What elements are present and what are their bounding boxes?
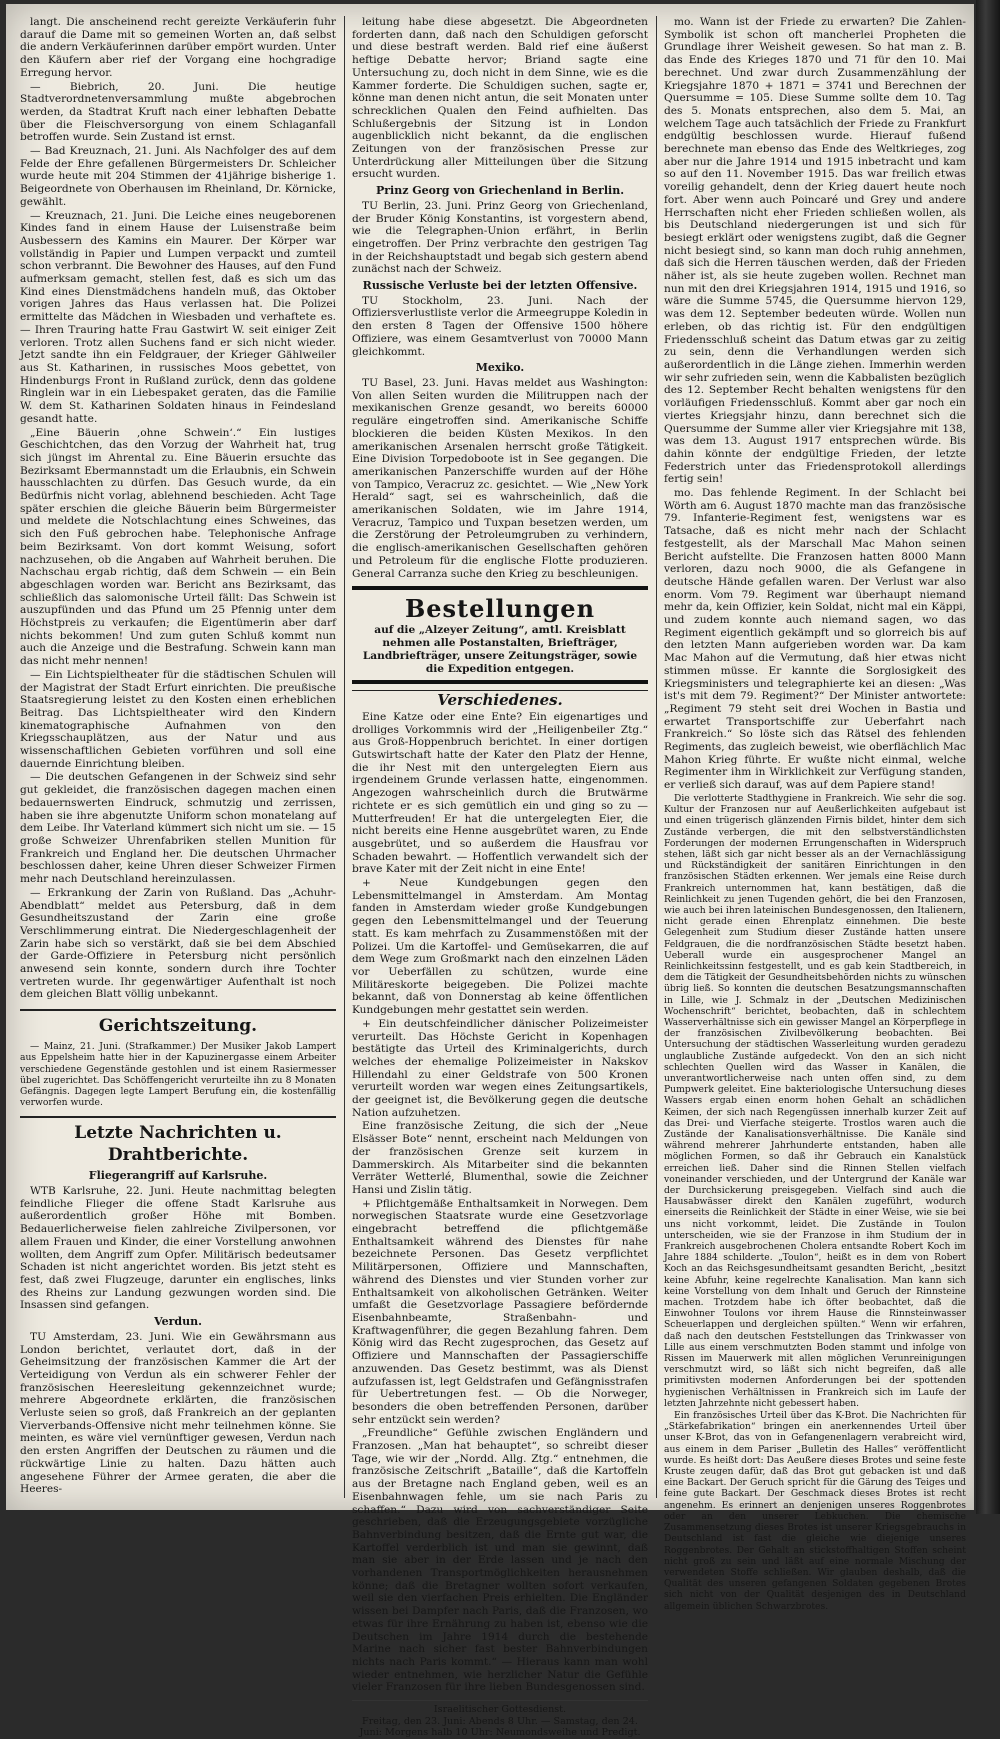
small-article: Die verlotterte Stadthygiene in Frankreich. Wie sehr die sog. Kultur der Franzosen nur auf Aeußerlichkeiten aufgebaut ist und einen trügerisch glänzenden Firnis bildet, hinter dem sich Zustände verbergen, die mit den selbstverständlichsten Forderungen der modernen Errungenschaften in Widerspruch stehen, läßt sich gar nicht besser als an der Vernachlässigung und Rückständigkeit der sanitären Einrichtungen in den französischen Städten erkennen. Wer jemals eine Reise durch Frankreich unternommen hat, kann bestätigen, daß die Reinlichkeit zu jenen Tugenden gehört, die bei den Franzosen, wie auch bei ihren lateinischen Bundesgenossen, den Italienern, nicht gerade einen Ehrenplatz einnehmen. Die beste Gelegenheit zum Studium dieser Zustände hatten unsere Feldgrauen, die die nordfranzösischen Städte besetzt haben. Ueberall wurde ein ausgesprochener Mangel an Reinlichkeitssinn festgestellt, und es gab kein Stadtbereich, in dem die Tätigkeit der Gesundheitsbehörden nichts zu wünschen übrig ließ. So konnten die deutschen Besatzungsmannschaften in Lille, wie J. Schmalz in der „Deutschen Medizinischen Wochenschrift“ berichtet, beobachten, daß in schlechtem Wasserverhältnisse sich ein gewisser Mangel an Körperpflege in der französischen Zivilbevölkerung beobachten. Bei Untersuchung der städtischen Wasserleitung wurden geradezu unglaubliche Zustände aufgedeckt. Von den an sich nicht schlechten Quellen wird das Wasser in Kanälen, die unverantwortlicherweise nach unten offen sind, zu dem Pumpwerk geleitet. Eine bakteriologische Untersuchung dieses Wassers ergab einen enorm hohen Gehalt an schädlichen Keimen, der sich nach Regengüssen innerhalb kurzer Zeit auf das Drei- und Vierfache steigerte. Trostlos waren auch die Zustände der Kanalisationsverhältnisse. Die Kanäle sind während mehrerer Jahrhunderte entstanden, haben alle möglichen Formen, so daß ihr Gebrauch ein Kanalstück erreichen ließ. Daher sind die Rinnen Stellen vielfach voneinander verschieden, und der Untergrund der Kanäle war der Durchsickerung preisgegeben. Vielfach sind auch die Hausabwässer direkt den Kanälen zugeführt, wodurch einerseits die Reinlichkeit der Städte in einer Weise, wie sie bei uns nicht vorkommt, leidet. Die Zustände in Toulon unterscheiden, wie sie der Franzose in ihm Studium der in Frankreich ausgebrochenen Cholera entsandte Robert Koch im Jahre 1884 schilderte. „Toulon“, heißt es in dem von Robert Koch an das Reichsgesundheitsamt gesandten Bericht, „besitzt keine Abfuhr, keine regelrechte Kanalisation. Man kann sich keine Vorstellung von dem Inhalt und Geruch der Rinnsteine machen. Trotzdem habe ich öfter beobachtet, daß die Einwohner Toulons vor ihrem Hause die Rinnsteinwasser Scheuerlappen und dergleichen spülten.“ Wenn wir erfahren, daß nach den deutschen Feststellungen das Trinkwasser von Lille aus einem verschmutzten Boden stammt und infolge von Rissen im Mauerwerk mit allen möglichen Verunreinigungen verschmutzt wird, so läßt sich nicht begreifen, daß alle primitivsten modernen Anforderungen bei der spottenden hygienischen Verhältnissen in Frankreich sich im Laufe der letzten Jahrzehnte nicht gebessert haben. bbox=[664, 792, 966, 1409]
newspaper-page bbox=[6, 4, 974, 1739]
article-paragraph: — Kreuznach, 21. Juni. Die Leiche eines neugeborenen Kindes fand in einem Hause der Luisenstraße beim Ausbessern des Kamins ein Maurer. Der Körper war vollständig in Papier und Lumpen verpackt und zumteil schon verbrannt. Die Bewohner des Hauses, auf den Fund aufmerksam gemacht, stellen fest, daß es sich um das Kind eines Dienstmädchens handeln muß, das Oktober vorigen Jahres das Haus verlassen hat. Die Polizei ermittelte das Mädchen in Wiesbaden und verhaftete es. — Ihren Trauring hatte Frau Gastwirt W. seit einiger Zeit verloren. Trotz allen Suchens fand er sich nicht wieder. Jetzt sandte ihn ein Feldgrauer, der Krieger Gählweiler aus St. Katharinen, in russisches Moos gebettet, von Hindenburgs Front in Rußland zurück, denn das goldene Ringlein war in ein Liebespaket geraten, das die Familie W. dem St. Katharinen Soldaten hinaus in Feindesland gesandt hatte. bbox=[20, 209, 336, 425]
article-paragraph: — Biebrich, 20. Juni. Die heutige Stadtverordnetenversammlung mußte abgebrochen werden, da Stadtrat Kruft nach einer lebhaften Debatte über die Fleischversorgung von einem Schlaganfall betroffen wurde. Sein Zustand ist ernst. bbox=[20, 80, 336, 144]
article-paragraph: TU Berlin, 23. Juni. Prinz Georg von Griechenland, der Bruder König Konstantins, ist vorgestern abend, wie die Telegraphen-Union erfährt, in Berlin eingetroffen. Der Prinz verbrachte den gestrigen Tag in der Reichshauptstadt und begab sich gestern abend zunächst nach der Schweiz. bbox=[352, 199, 648, 276]
ad-title: Bestellungen bbox=[404, 594, 596, 624]
service-notice bbox=[352, 1700, 648, 1739]
varia-item: Eine französische Zeitung, die sich der „Neue Elsässer Bote“ nennt, erscheint nach Meldungen von der französischen Grenze seit kurzem in Dammerskirch. Als Mitarbeiter sind die bekannten Verräter Wetterlé, Blumenthal, sowie die Zeichner Hansi und Zislin tätig. bbox=[352, 1120, 648, 1196]
binding-edge bbox=[976, 0, 1000, 1514]
column-right bbox=[664, 16, 966, 1612]
greece-headline: Prinz Georg von Griechenland in Berlin. bbox=[375, 184, 625, 198]
article-paragraph: TU Amsterdam, 23. Juni. Wie ein Gewährsmann aus London berichtet, verlautet dort, daß in der Geheimsitzung der französischen Kammer die Art der Verteidigung von Verdun als ein schwerer Fehler der französischen Heeresleitung gekennzeichnet wurde; mehrere Abgeordnete erklärten, die französischen Verluste seien so groß, daß Frankreich an der geplanten Vierverbands-Offensive nicht mehr teilnehmen könne. Sie meinten, es wäre viel vernünftiger gewesen, Verdun nach den ersten Angriffen der Deutschen zu räumen und die rückwärtige Linie zu halten. Dazu hätten auch angesehene Führer der Armee geraten, die aber die Heeres- bbox=[20, 1330, 336, 1496]
article-paragraph: langt. Die anscheinend recht gereizte Verkäuferin fuhr darauf die Dame mit so gemeinen Worten an, daß selbst die andern Verkäuferinnen darüber empört wurden. Unter den Käufern aber rief der Vorgang eine hochgradige Erregung hervor. bbox=[20, 16, 336, 79]
article-paragraph: TU Basel, 23. Juni. Havas meldet aus Washington: Von allen Seiten wurden die Militruppen nach der mexikanischen Grenze gesandt, wo bereits 60000 reguläre eingetroffen sind. Amerikanische Schiffe blockieren die beiden Küsten Mexikos. In den amerikanischen Arsenalen herrscht große Tätigkeit. Eine Division Torpedoboote ist in See gegangen. Die amerikanischen Panzerschiffe wurden auf der Höhe von Tampico, Veracruz zc. gesichtet. — Wie „New York Herald“ sagt, sei es wahrscheinlich, daß die amerikanischen Soldaten, wie im Jahre 1914, Veracruz, Tampico und Tuxpan besetzen werden, um die Zerstörung der Petroleumgruben zu verhindern, die englisch-amerikanischen Gesellschaften gehören und Petroleum für die englische Flotte produzieren. General Carranza suche den Krieg zu beschleunigen. bbox=[352, 376, 648, 580]
article-paragraph: TU Stockholm, 23. Juni. Nach der Offiziersverlustliste verlor die Armeegruppe Koledin in den ersten 8 Tagen der Offensive 1500 höhere Offiziere, was einem Gesamtverlust von 70000 Mann gleichkommt. bbox=[352, 294, 648, 358]
article-paragraph: „Eine Bäuerin ‚ohne Schwein‘.“ Ein lustiges Geschichtchen, das den Vorzug der Wahrheit hat, trug sich jüngst im Ahrental zu. Eine Bäuerin ersuchte das Bezirksamt Ebermannstadt um die Erlaubnis, ein Schwein hausschlachten zu dürfen. Das Gesuch wurde, da ein Bedürfnis nicht vorlag, ablehnend beschieden. Acht Tage später erschien die gleiche Bäuerin beim Bürgermeister und meldete die Notschlachtung eines Schweines, das sich den Fuß gebrochen habe. Telephonische Anfrage beim Bezirksamt. Von dort kommt Weisung, sofort nachzusehen, ob die Angaben auf Wahrheit beruhen. Die Nachschau ergab richtig, daß dem Schwein — ein Bein abgeschlagen worden war. Bericht ans Bezirksamt, das schließlich das salomonische Urteil fällt: Das Schwein ist auszupfünden und das Pfund um 25 Pfennig unter dem Höchstpreis zu verkaufen; die Eigentümerin aber darf nichts bekommen! Und zum guten Schluß kommt nun auch die Anzeige und die Bestrafung. Schwein kann man das nicht mehr nennen! bbox=[20, 426, 336, 668]
raid-headline: Fliegerangriff auf Karlsruhe. bbox=[88, 1169, 268, 1183]
article-paragraph: — Bad Kreuznach, 21. Juni. Als Nachfolger des auf dem Felde der Ehre gefallenen Bürgermeisters Dr. Schleicher wurde heute mit 204 Stimmen der 41jährige bisherige 1. Beigeordnete von Oberhausen im Rheinland, Dr. Körnicke, gewählt. bbox=[20, 145, 336, 208]
column-rule bbox=[656, 16, 657, 1498]
varia-item: + Pflichtgemäße Enthaltsamkeit in Norwegen. Dem norwegischen Staatsrate wurde eine Gesetzvorlage eingebracht betreffend die pflichtgemäße Enthaltsamkeit während des Dienstes für nahe bezeichnete Personen. Das Gesetz verpflichtet Militärpersonen, Offiziere und Mannschaften, während des Dienstes und vier Stunden vorher zur Enthaltsamkeit von alkoholischen Getränken. Weiter umfaßt die Gesetzvorlage Passagiere befördernde Eisenbahnbeamte, Straßenbahn- und Kraftwagenführer, die gegen Bezahlung fahren. Dem König wird das Recht zugesprochen, das Gesetz auf Offiziere und Mannschaften der Passagierschiffe anzuwenden. Das Gesetz bestimmt, was als Dienst aufzufassen ist, legt Geldstrafen und Gefängnisstrafen für Uebertretungen fest. — Ob die Norweger, besonders die oben betreffenden Personen, darüber sehr entzückt sein werden? bbox=[352, 1197, 648, 1426]
article-paragraph: — Ein Lichtspieltheater für die städtischen Schulen will der Magistrat der Stadt Erfurt einrichten. Die preußische Staatsregierung leistet zu den Kosten einen erheblichen Beitrag. Das Lichtspieltheater wird den Kindern kinematographische Aufnahmen von den Kriegsschauplätzen, aus der Natur und aus wissenschaftlichen Gebieten vorführen und soll eine dauernde Einrichtung bleiben. bbox=[20, 668, 336, 770]
varia-section-title: Verschiedenes. bbox=[352, 690, 648, 707]
varia-item: „Freundliche“ Gefühle zwischen Engländern und Franzosen. „Man hat behauptet“, so schreibt dieser Tage, wie wir der „Nordd. Allg. Ztg.“ entnehmen, die französische Zeitschrift „Bataille“, daß die Kartoffeln aus der Bretagne nach England geben, weil es an Eisenbahnwagen fehle, um sie nach Paris zu schaffen.“ Dazu wird von sachverständiger Seite geschrieben, daß die Erzeugungsgebiete vorzügliche Bahnverbindung besitzen, daß die Ernte gut war, die Kartoffel verderblich ist und man sie gewinnt, daß man sie aber in der Erde lassen und je nach den vorhandenen Transportmöglichkeiten herausnehmen könne; daß die Bretagner wollten sofort verkaufen, weil sie den vierfachen Preis erhielten. Die Engländer wissen bei Dampfer nach Paris, daß die Franzosen, wo etwas für ihre Ernährung zu haben ist, ebenso wie die Deutschen im Jahre 1914 durch die bestehende Marine nach sicher fast bester Bahnverbindungen nichts nach Paris kommt.“ — Hieraus kann man wohl wieder entnehmen, wie herzlicher Natur die Gefühle vieler Franzosen für ihre lieben Bundesgenossen sind. bbox=[352, 1427, 648, 1694]
article-paragraph: mo. Das fehlende Regiment. In der Schlacht bei Wörth am 6. August 1870 machte man das französische 79. Infanterie-Regiment fest, wenigstens war es Tatsache, daß es nicht mehr nach der Schlacht festgestellt, als der Marschall Mac Mahon seinen Bericht aufstellte. Die Franzosen hatten 8000 Mann verloren, dazu noch 9000, die als Gefangene in deutsche Hände gefallen waren. Der Verlust war also enorm. Vom 79. Regiment war überhaupt niemand mehr da, kein Offizier, kein Soldat, nicht mal ein Käppi, und zudem konnte auch niemand sagen, wo das Regiment eigentlich gekämpft und so glorreich bis auf den letzten Mann aufgerieben worden war. Da kam Mac Mahon auf die Vermutung, daß hier etwas nicht stimmen müsse. Er kannte die Sorglosigkeit des Kriegsministers und telegraphierte kei an diesen: „Was ist's mit dem 79. Regiment?“ Der Minister antwortete: „Regiment 79 steht seit drei Wochen in Bastia und erwartet Transportschiffe zur Ueberfahrt nach Frankreich.“ So löste sich das Rätsel des fehlenden Regiments, das zugleich beweist, wie oberflächlich Mac Mahon Krieg führte. Er wußte nicht einmal, welche Regimenter ihm in Wirklichkeit zur Verfügung standen, er verließ sich darauf, was auf dem Papiere stand! bbox=[664, 487, 966, 792]
service-title: Israelitischer Gottesdienst. bbox=[433, 1704, 567, 1716]
ad-text: auf die „Alzeyer Zeitung“, amtl. Kreisblatt nehmen alle Postanstalten, Briefträger, Landbriefträger, unsere Zeitungsträger, sowie die Expedition entgegen. bbox=[362, 624, 638, 676]
varia-item: + Neue Kundgebungen gegen den Lebensmittelmangel in Amsterdam. Am Montag fanden in Amsterdam wieder große Kundgebungen gegen den Lebensmittelmangel und der Teuerung statt. Es kam mehrfach zu Zusammenstößen mit der Polizei. Um die Kartoffel- und Gemüsekarren, die auf dem Wege zum Großmarkt nach den einzelnen Läden vor Ueberfällen zu schützen, wurde eine Militäreskorte beigegeben. Die Polizei machte bekannt, daß von Donnerstag ab keine öffentlichen Kundgebungen mehr gestattet sein werden. bbox=[352, 877, 648, 1017]
mexico-headline: Mexiko. bbox=[475, 361, 525, 375]
subscription-ad bbox=[352, 586, 648, 684]
russia-headline: Russische Verluste bei der letzten Offensive. bbox=[362, 279, 638, 293]
service-text: Freitag, den 23. Juni: Abends 8 Uhr. — Samstag, den 24. Juni: Morgens halb 10 Uhr: Neumondsweihe und Predigt. bbox=[359, 1715, 641, 1739]
latest-news-title: Letzte Nachrichten u. Drahtberichte. bbox=[20, 1116, 336, 1166]
varia-item: Eine Katze oder eine Ente? Ein eigenartiges und drolliges Vorkommnis wird der „Heiligenbeiler Ztg.“ aus Groß-Hoppenbruch berichtet. In einer dortigen Gutswirtschaft hatte der Kater den Platz der Henne, die ihr Nest mit den untergelegten Eiern aus irgendeinem Grunde verlassen hatte, eingenommen. Angezogen wahrscheinlich durch die Brutwärme richtete er es sich gemütlich ein und ging so zu — Mutterfreuden! Er hat die untergelegten Eier, die nicht bereits eine Henne ausgebrütet waren, zu Ende ausgebrütet, und so außerdem die Hausfrau vor Schaden bewahrt. — Hoffentlich verwandelt sich der brave Kater mit der Zeit nicht in eine Ente! bbox=[352, 710, 648, 876]
column-rule bbox=[344, 16, 345, 1498]
court-section-title: Gerichtszeitung. bbox=[20, 1009, 336, 1037]
column-middle bbox=[352, 16, 648, 1739]
small-article: Ein französisches Urteil über das K-Brot. Die Nachrichten für „Stärkefabrikation“ bringen ein anerkennendes Urteil über unser K-Brot, das von in Gefangenenlagern verabreicht wird, aus einem in dem Pariser „Bulletin des Halles“ veröffentlicht wurde. Es heißt dort: Das Aeußere dieses Brotes und seine feste Kruste zeugen dafür, daß das Brot gut gebacken ist und daß eine Backart. Der Geruch spricht für die Gärung des Teiges und feine gute Backart. Der Geschmack dieses Brotes ist recht angenehm. Es erinnert an denjenigen unseres Roggenbrotes oder an den unserer Lebkuchen. Die chemische Zusammensetzung dieses Brotes ist unserer Kriegsgebrauchs in Deutschland ist fast die gleiche wie diejenige unseres Roggenbrotes. Der Gehalt an stickstoffhaltigen Stoffen scheint nicht groß zu sein und läßt auf eine normale Mischung der verwendeten Stoffe schließen. Wir glauben deshalb, daß die Qualität des unseren gefangenen Soldaten gegebenen Brotes sich nicht von der Qualität desjenigen des in Deutschland allgemein üblichen Schwarzbrotes. bbox=[664, 1410, 966, 1612]
article-paragraph: WTB Karlsruhe, 22. Juni. Heute nachmittag belegten feindliche Flieger die offene Stadt Karlsruhe aus außerordentlich großer Höhe mit Bomben. Bedauerlicherweise fielen zahlreiche Zivilpersonen, vor allem Frauen und Kinder, die einer Vorstellung anwohnen wollten, dem Angriff zum Opfer. Militärisch bedeutsamer Schaden ist nicht angerichtet worden. Bis jetzt steht es fest, daß zwei Flugzeuge, darunter ein englisches, links des Rheins zur Landung gezwungen worden sind. Die Insassen sind gefangen. bbox=[20, 1185, 336, 1312]
article-paragraph: leitung habe diese abgesetzt. Die Abgeordneten forderten dann, daß nach den Schuldigen geforscht und diese bestraft werden. Bald rief eine äußerst heftige Debatte hervor; Briand sagte eine Untersuchung zu, doch nicht in dem Sinne, wie es die Kammer forderte. Die Schuldigen suchen, sagte er, könne man denen nicht antun, die seit Monaten unter schrecklichen Qualen den Feind aufhielten. Das Schlußergebnis der Sitzung ist in London augenblicklich nicht bekannt, da die englischen Zeitungen von der französischen Presse zur Unterdrückung aller Mitteilungen über die Sitzung ersucht wurden. bbox=[352, 16, 648, 181]
article-paragraph: mo. Wann ist der Friede zu erwarten? Die Zahlen-Symbolik ist schon oft mancherlei Propheten die Grundlage ihrer Weisheit gewesen. So hat man z. B. das Ende des Krieges 1870 und 71 für den 10. Mai berechnet. Und zwar durch Zusammenzählung der Kriegsjahre 1870 + 1871 = 3741 und Berechnen der Quersumme = 105. Diese Summe sollte dem 10. Tag des 5. Monats entsprechen, also dem 5. Mai, an welchem Tage auch tatsächlich der Friede zu Frankfurt endgültig beschlossen wurde. Hierauf fußend berechnete man ebenso das Ende des Weltkrieges, zog aber nur die Jahre 1914 und 1915 inbetracht und kam so auf den 11. November 1915. Das war freilich etwas voreilig gehandelt, denn der Krieg dauert heute noch fort. Aber wenn auch Poincaré und Grey und andere Herrschaften nicht eher Frieden schließen wollen, als bis Deutschland niedergerungen ist und sich für besiegt erklärt oder wenigstens zugibt, daß die Gegner nicht besiegt sind, so kann man doch ruhig annehmen, daß sich die Herren täuschen werden, daß der Frieden näher ist, als sie heute zugeben wollen. Rechnet man nun mit den drei Kriegsjahren 1914, 1915 und 1916, so wäre die Summe 5745, die Quersumme hiervon 129, was dem 12. September bedeuten würde. Wollen nun erleben, ob das richtig ist. Für den endgültigen Friedensschluß scheint das Datum etwas gar zu zeitig zu sein, denn die Verhandlungen werden sich außerordentlich in die Länge ziehen. Immerhin werden wir sehr zufrieden sein, wenn die Kabbalisten bezüglich des 12. September Recht behalten wenigstens für den vorläufigen Friedensschluß. Kommt aber gar noch ein viertes Kriegsjahr hinzu, dann berechnet sich die Quersumme der Summe aller vier Kriegsjahre mit 138, was dem 13. August 1917 entsprechen würde. Bis dahin könnte der endgültige Frieden, der letzte Federstrich unter das Friedensprotokoll allerdings fertig sein! bbox=[664, 16, 966, 486]
article-paragraph: — Erkrankung der Zarin von Rußland. Das „Achuhr-Abendblatt“ meldet aus Petersburg, daß in dem Gesundheitszustand der Zarin eine große Verschlimmerung eintrat. Die Niedergeschlagenheit der Zarin habe sich so verstärkt, daß sie bei dem Abschied der Garde-Offiziere in Petersburg nicht persönlich anwesend sein konnte, sondern durch ihre Tochter vertreten wurde. Ihr gegenwärtiger Aufenthalt ist noch dem gleichen Blatt völlig unbekannt. bbox=[20, 886, 336, 1001]
column-left bbox=[20, 16, 336, 1500]
court-report: — Mainz, 21. Juni. (Strafkammer.) Der Musiker Jakob Lampert aus Eppelsheim hatte hier in der Kapuzinergasse einem Arbeiter verschiedene Gegenstände gestohlen und ist einem Rasiermesser übel zugerichtet. Das Schöffengericht verurteilte ihn zu 8 Monaten Gefängnis. Dagegen legte Lampert Berufung ein, die kostenfällig verworfen wurde. bbox=[20, 1041, 336, 1109]
article-paragraph: — Die deutschen Gefangenen in der Schweiz sind sehr gut gekleidet, die französischen dagegen machen einen bedauernswerten Eindruck, schmutzig und zerrissen, haben sie ihre abgenutzte Uniform schon monatelang auf dem Leibe. Ihr Vaterland kümmert sich nicht um sie. — 15 große Schweizer Uhrenfabriken stellen Munition für Frankreich und England her. Die deutschen Uhrmacher beschlossen daher, keine Uhren dieser Schweizer Firmen mehr nach Deutschland hereinzulassen. bbox=[20, 771, 336, 886]
verdun-headline: Verdun. bbox=[154, 1315, 202, 1329]
varia-item: + Ein deutschfeindlicher dänischer Polizeimeister verurteilt. Das Höchste Gericht in Kopenhagen bestätigte das Urteil des Kriminalgerichts, durch welches der ehemalige Polizeimeister in Nakskov Hillendahl zu einer Geldstrafe von 500 Kronen verurteilt worden war wegen eines Zeitungsartikels, der geeignet ist, die Bevölkerung gegen die deutsche Nation aufzuhetzen. bbox=[352, 1017, 648, 1119]
